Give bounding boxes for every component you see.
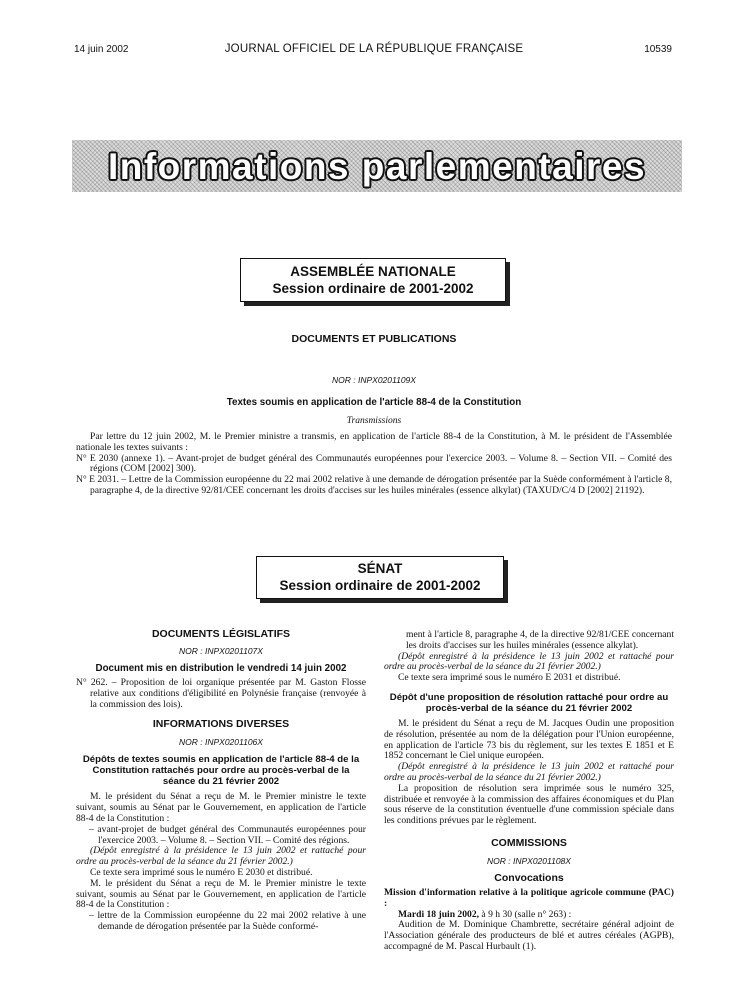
nor-text: NOR : INPX0201106X bbox=[179, 737, 263, 748]
paragraph: M. le président du Sénat a reçu de M. le Premier ministre le texte suivant, soumis au Sénat par le Gouvernement, en application de l'article 88-4 de la Constitution : bbox=[76, 877, 366, 911]
paragraph: M. le président du Sénat a reçu de M. le Premier ministre le texte suivant, soumis au Sénat par le Gouvernement, en application de l'article 88-4 de la Constitution : bbox=[76, 791, 366, 824]
an-item-e2030: N° E 2030 (annexe 1). – Avant-projet de budget général des Communautés européennes pour l'exercice 2003. – Volume 8. – Section VII. – Comité des régions (COM [2002] 300). bbox=[76, 452, 672, 475]
paragraph: Ce texte sera imprimé sous le numéro E 2030 et distribué. bbox=[90, 866, 313, 878]
mission-heading: Mission d'information relative à la politique agricole commune (PAC) : bbox=[384, 886, 674, 909]
nor-reference bbox=[384, 856, 674, 866]
an-intro: Par lettre du 12 juin 2002, M. le Premier ministre a transmis, en application de l'article 88-4 de la Constitution, à M. le président de l'Assemblée nationale les textes suivants : bbox=[76, 431, 672, 453]
section-heading-commissions: COMMISSIONS bbox=[491, 836, 567, 849]
an-body bbox=[76, 432, 672, 497]
convocations-heading: Convocations bbox=[494, 871, 564, 884]
nor-reference bbox=[76, 737, 366, 747]
section-heading-informations: INFORMATIONS DIVERSES bbox=[152, 718, 290, 731]
depot-note: (Dépôt enregistré à la présidence le 13 juin 2002 et rattaché pour ordre au procès-verbal de la séance du 21 février 2002.) bbox=[76, 845, 366, 868]
box-title: ASSEMBLÉE NATIONALE bbox=[290, 264, 456, 279]
nor-reference bbox=[76, 646, 366, 656]
nor-text: NOR : INPX0201107X bbox=[179, 646, 263, 656]
depot-note: (Dépôt enregistré à la présidence le 13 juin 2002 et rattaché pour ordre au procès-verbal de la séance du 21 février 2002.) bbox=[384, 650, 674, 673]
nor-text: NOR : INPX0201108X bbox=[487, 855, 571, 866]
senat-left-column bbox=[76, 628, 366, 933]
meeting-date-rest: à 9 h 30 (salle n° 263) : bbox=[479, 908, 572, 920]
continuation: ment à l'article 8, paragraphe 4, de la directive 92/81/CEE concernant les droits d'accises sur les huiles minérales (essence alkylat). bbox=[406, 629, 674, 651]
box-title: SÉNAT bbox=[357, 561, 403, 576]
item-262: N° 262. – Proposition de loi organique présentée par M. Gaston Flosse relative aux conditions d'éligibilité en Polynésie française (renvoyée à la commission des lois). bbox=[76, 677, 366, 710]
section-heading-legislatifs: DOCUMENTS LÉGISLATIFS bbox=[151, 628, 291, 640]
nor-text: NOR : INPX0201109X bbox=[332, 375, 416, 385]
section-heading-documents: DOCUMENTS ET PUBLICATIONS bbox=[291, 333, 457, 345]
dash-item: – lettre de la Commission européenne du 22 mai 2002 relative à une demande de dérogation présentée par la Suède conformé- bbox=[89, 910, 366, 932]
paragraph: La proposition de résolution sera imprimée sous le numéro 325, distribuée et renvoyée à la commission des affaires économiques et du Plan sous réserve de la constitution éventuelle d'une commission spéciale dans les conditions prévues par le règlement. bbox=[384, 782, 674, 827]
senat-box bbox=[256, 556, 504, 599]
dash-item: – avant-projet de budget général des Communautés européennes pour l'exercice 2003. – Volume 8. – Section VII. – Comité des régions. bbox=[89, 823, 366, 846]
paragraph: Ce texte sera imprimé sous le numéro E 2031 et distribué. bbox=[398, 672, 621, 684]
depots-heading: Dépôts de textes soumis en application de l'article 88-4 de la Constitution rattachés pour ordre au procès-verbal de la séance du 21 février 2002 bbox=[82, 754, 360, 788]
banner-title: Informations parlementaires bbox=[107, 146, 647, 187]
box-session: Session ordinaire de 2001-2002 bbox=[279, 578, 481, 593]
transmissions-subheading: Transmissions bbox=[346, 416, 402, 426]
resolution-heading: Dépôt d'une proposition de résolution rattaché pour ordre au procès-verbal de la séance du 21 février 2002 bbox=[389, 691, 669, 714]
meeting-date-bold: Mardi 18 juin 2002, bbox=[398, 908, 480, 920]
page-number: 10539 bbox=[644, 44, 672, 55]
paragraph: M. le président du Sénat a reçu de M. Jacques Oudin une proposition de résolution, présentée au nom de la délégation pour l'Union européenne, en application de l'article 73 bis du règlement, sur les textes E 1851 et E 1852 concernant le Ciel unique européen. bbox=[384, 717, 674, 762]
assemblee-nationale-box bbox=[240, 258, 506, 302]
header-date: 14 juin 2002 bbox=[74, 44, 129, 55]
an-item-e2031: N° E 2031. – Lettre de la Commission européenne du 22 mai 2002 relative à une demande de dérogation présentée par la Suède conformément à l'article 8, paragraphe 4, de la directive 92/81/CEE concernant les droits d'accises sur les huiles minérales (essence alkylat) (TAXUD/C/4 D [2002] 21192). bbox=[76, 474, 672, 496]
nor-reference bbox=[0, 375, 748, 385]
journal-title: JOURNAL OFFICIEL DE LA RÉPUBLIQUE FRANÇAISE bbox=[224, 43, 524, 55]
box-session: Session ordinaire de 2001-2002 bbox=[272, 281, 474, 296]
senat-right-column bbox=[384, 630, 674, 953]
texts-heading: Textes soumis en application de l'article 88-4 de la Constitution bbox=[226, 397, 522, 408]
depot-note: (Dépôt enregistré à la présidence le 13 juin 2002 et rattaché pour ordre au procès-verbal de la séance du 21 février 2002.) bbox=[384, 761, 674, 783]
distribution-heading: Document mis en distribution le vendredi 14 juin 2002 bbox=[95, 663, 347, 674]
audition-text: Audition de M. Dominique Chambrette, secrétaire général adjoint de l'Association générale des producteurs de blé et autres céréales (AGPB), accompagné de M. Pascal Hurbault (1). bbox=[384, 919, 674, 952]
